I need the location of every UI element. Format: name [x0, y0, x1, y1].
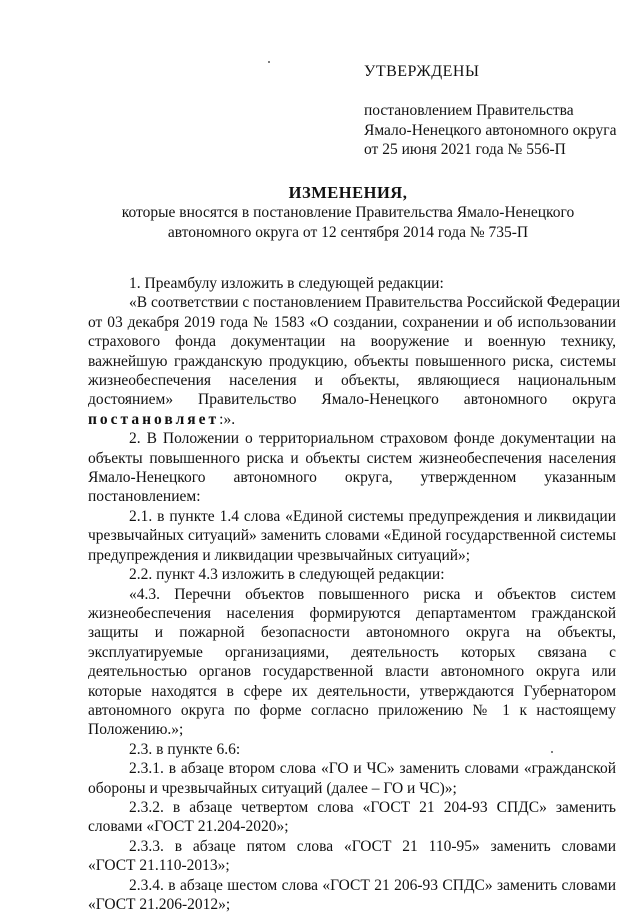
body-text-line: страхового фонда документации на вооружение и военную технику, [88, 333, 616, 351]
body-text-line: 2.3.1. в абзаце втором слова «ГО и ЧС» заменить словами «гражданской [129, 760, 616, 778]
body-text-line: 2.2. пункт 4.3 изложить в следующей редакции: [129, 566, 445, 584]
document-subtitle-line: автономного округа от 12 сентября 2014 года № 735-П [167, 223, 529, 241]
body-text-line: объекты повышенного риска и объекты систем жизнеобеспечения населения [88, 449, 616, 467]
body-text-line: «ГОСТ 21.206-2012»; [88, 896, 231, 913]
body-text-line: 2. В Положении о территориальном страховом фонде документации на [129, 430, 616, 448]
body-text-line: обороны и чрезвычайных ситуаций (далее – ГО и ЧС)»; [88, 779, 457, 797]
approval-line: от 25 июня 2021 года № 556-П [364, 141, 566, 159]
scan-speck [551, 751, 553, 753]
body-text-line: защиты и пожарной безопасности автономного округа на объекты, [88, 624, 616, 642]
body-text-line: «4.3. Перечни объектов повышенного риска и объектов систем [129, 585, 616, 603]
body-text-line: 2.3.3. в абзаце пятом слова «ГОСТ 21 110-95» заменить словами [129, 837, 616, 855]
body-text-line: жизнеобеспечения населения и объекты, являющиеся национальным [88, 372, 616, 390]
approval-heading: УТВЕРЖДЕНЫ [364, 63, 480, 80]
approval-line: Ямало-Ненецкого автономного округа [364, 121, 617, 139]
approval-block [364, 62, 624, 160]
body-text-line: достоянием» Правительство Ямало-Ненецкого автономного округа [88, 391, 616, 409]
body-text-line: деятельностью органов государственной власти автономного округа или [88, 663, 616, 681]
body-text-line: «В соответствии с постановлением Правительства Российской Федерации [129, 294, 621, 312]
body-text-line: эксплуатируемые организациями, деятельность которых связана с [88, 643, 616, 661]
body-text-line: 2.3.2. в абзаце четвертом слова «ГОСТ 21 204-93 СПДС» заменить [129, 798, 616, 816]
body-text-line: 2.3. в пункте 6.6: [129, 740, 241, 758]
body-text-line: жизнеобеспечения населения формируются департаментом гражданской [88, 604, 616, 622]
body-text-line: «ГОСТ 21.110-2013»; [88, 857, 230, 875]
body-text-line: важнейшую гражданскую продукцию, объекты повышенного риска, системы [88, 352, 616, 370]
body-text-line: Ямало-Ненецкого автономного округа, утвержденном указанным [88, 469, 616, 487]
body-text-line: постановляет:». [88, 410, 236, 428]
body-text-line: словами «ГОСТ 21.204-2020»; [88, 818, 289, 836]
body-text-line: автономного округа по форме согласно приложению № 1 к настоящему [88, 701, 616, 719]
body-text-line: постановлением: [88, 488, 201, 506]
body-text-line: от 03 декабря 2019 года № 1583 «О создании, сохранении и об использовании [88, 313, 616, 331]
body-text-line: 2.1. в пункте 1.4 слова «Единой системы предупреждения и ликвидации [129, 507, 616, 525]
body-text-line: которые находятся в сфере их деятельности, утверждаются Губернатором [88, 682, 616, 700]
approval-line: постановлением Правительства [364, 102, 574, 120]
body-text-line: 2.3.4. в абзаце шестом слова «ГОСТ 21 206-93 СПДС» заменить словами [129, 876, 616, 894]
document-subtitle-line: которые вносятся в постановление Правительства Ямало-Ненецкого [121, 204, 575, 222]
body-text-line: чрезвычайных ситуаций» заменить словами «Единой государственной системы [88, 527, 616, 545]
body-text-line: предупреждения и ликвидации чрезвычайных ситуаций»; [88, 546, 471, 564]
document-title-block [88, 183, 608, 242]
spaced-keyword: постановляет [88, 410, 220, 428]
body-text-line: 1. Преамбулу изложить в следующей редакции: [129, 275, 444, 292]
body-text-line: Положению.»; [88, 721, 184, 739]
document-title: ИЗМЕНЕНИЯ, [288, 183, 408, 202]
document-body [88, 274, 621, 914]
scan-speck [268, 61, 270, 63]
